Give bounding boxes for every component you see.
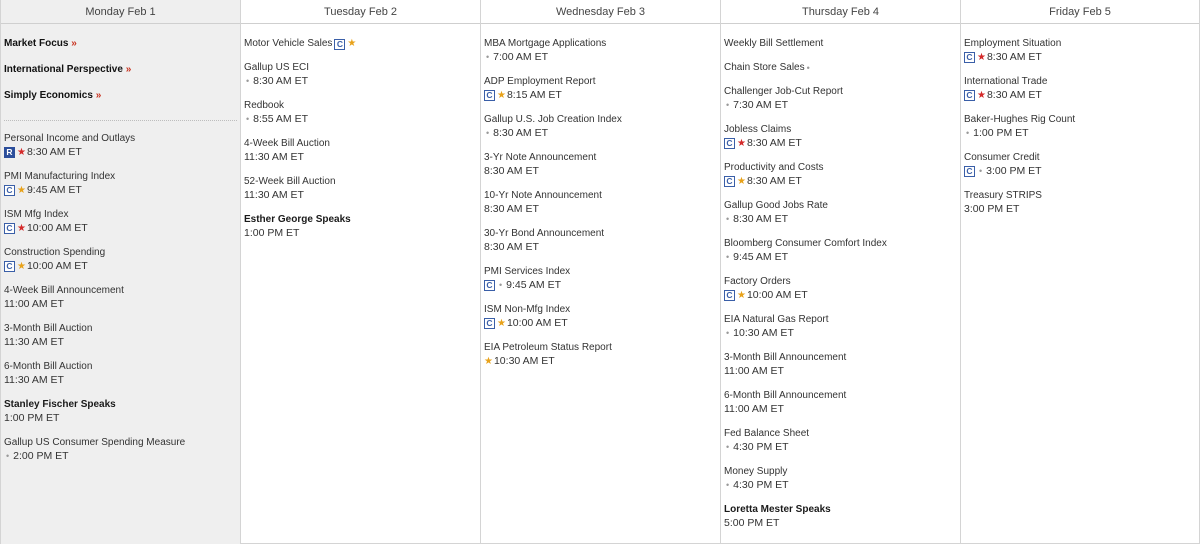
- event-name-text: 52-Week Bill Auction: [244, 176, 336, 187]
- event-time-row: [964, 203, 1196, 216]
- gold-star-icon: ★: [484, 355, 493, 367]
- calendar-event[interactable]: [484, 38, 717, 64]
- calendar-event[interactable]: [484, 228, 717, 254]
- event-time: 8:30 AM ET: [484, 165, 539, 177]
- event-name-text: 6-Month Bill Auction: [4, 361, 93, 372]
- commentary-links: [4, 38, 237, 121]
- event-time: 1:00 PM ET: [4, 412, 60, 424]
- event-name-text: Stanley Fischer Speaks: [4, 399, 116, 410]
- event-name[interactable]: [724, 124, 957, 136]
- calendar-event[interactable]: [4, 361, 237, 387]
- event-time: 11:00 AM ET: [724, 403, 784, 415]
- event-name-text: 4-Week Bill Announcement: [4, 285, 124, 296]
- calendar-event[interactable]: [4, 323, 237, 349]
- event-time: 10:00 AM ET: [26, 260, 88, 272]
- event-name[interactable]: [244, 176, 477, 188]
- consensus-badge-icon[interactable]: C: [724, 290, 735, 301]
- event-name[interactable]: [484, 190, 717, 202]
- event-time-row: [964, 127, 1196, 140]
- commentary-link[interactable]: [4, 90, 237, 102]
- event-time: 8:30 AM ET: [253, 75, 309, 87]
- red-star-icon: ★: [737, 137, 746, 149]
- event-name[interactable]: [484, 342, 717, 354]
- day-body: [1, 24, 240, 463]
- consensus-badge-icon[interactable]: C: [964, 166, 975, 177]
- event-name-text: Factory Orders: [724, 276, 791, 287]
- event-name-text: Esther George Speaks: [244, 214, 351, 225]
- event-name[interactable]: [964, 190, 1196, 202]
- consensus-badge-icon[interactable]: C: [964, 90, 975, 101]
- event-name-text: 6-Month Bill Announcement: [724, 390, 847, 401]
- bullet-dot-icon: •: [726, 100, 730, 110]
- event-name-text: Treasury STRIPS: [964, 190, 1042, 201]
- day-header: Friday Feb 5: [961, 0, 1199, 24]
- event-name[interactable]: [724, 86, 957, 98]
- event-name-text: Fed Balance Sheet: [724, 428, 810, 439]
- event-time-row: [724, 403, 957, 416]
- calendar-event[interactable]: [4, 171, 237, 197]
- event-name[interactable]: [724, 162, 957, 174]
- calendar-event[interactable]: [724, 390, 957, 416]
- event-name[interactable]: [964, 152, 1196, 164]
- bullet-dot-icon: •: [246, 76, 250, 86]
- calendar-event[interactable]: [964, 38, 1196, 64]
- event-time-row: [4, 450, 237, 463]
- event-time-row: [484, 355, 717, 368]
- event-time-row: [4, 222, 237, 235]
- event-time-row: [484, 127, 717, 140]
- day-column-thursday: [721, 0, 961, 544]
- event-name-text: Productivity and Costs: [724, 162, 824, 173]
- event-time: 8:30 AM ET: [26, 146, 82, 158]
- event-time: 9:45 AM ET: [733, 251, 789, 263]
- event-name-text: Gallup US Consumer Spending Measure: [4, 437, 186, 448]
- bullet-dot-icon: •: [486, 128, 490, 138]
- event-name[interactable]: [244, 100, 477, 112]
- event-name-text: Consumer Credit: [964, 152, 1040, 163]
- event-time: 7:30 AM ET: [733, 99, 789, 111]
- event-time-row: [4, 412, 237, 425]
- calendar-event[interactable]: [724, 314, 957, 340]
- calendar-event[interactable]: [724, 200, 957, 226]
- event-name[interactable]: [4, 361, 237, 373]
- calendar-event[interactable]: [724, 238, 957, 264]
- day-body: [241, 24, 480, 240]
- event-time-row: [244, 113, 477, 126]
- event-name-text: Gallup U.S. Job Creation Index: [484, 114, 622, 125]
- event-name[interactable]: [724, 466, 957, 478]
- revised-badge-icon[interactable]: R: [4, 147, 15, 158]
- event-name-text: Bloomberg Consumer Comfort Index: [724, 238, 887, 249]
- event-name-text: MBA Mortgage Applications: [484, 38, 607, 49]
- event-time-row: [244, 75, 477, 88]
- event-name[interactable]: [724, 314, 957, 326]
- link-label: Simply Economics: [4, 90, 93, 101]
- event-name[interactable]: [964, 38, 1196, 50]
- event-time: 4:30 PM ET: [733, 479, 789, 491]
- event-time: 8:30 AM ET: [484, 241, 539, 253]
- event-name-text: 3-Yr Note Announcement: [484, 152, 597, 163]
- event-time: 3:00 PM ET: [964, 203, 1020, 215]
- event-time: 5:00 PM ET: [724, 517, 780, 529]
- bullet-dot-icon: •: [726, 252, 730, 262]
- day-header: Thursday Feb 4: [721, 0, 960, 24]
- event-name[interactable]: [4, 247, 237, 259]
- event-time-row: [484, 203, 717, 216]
- calendar-event[interactable]: [964, 190, 1196, 216]
- event-name[interactable]: [484, 228, 717, 240]
- event-time: 11:30 AM ET: [244, 151, 304, 163]
- day-header: Monday Feb 1: [1, 0, 240, 24]
- event-time: 11:00 AM ET: [724, 365, 784, 377]
- bullet-dot-icon: •: [726, 214, 730, 224]
- event-name-text: International Trade: [964, 76, 1048, 87]
- calendar-event[interactable]: [724, 352, 957, 378]
- event-time: 8:30 AM ET: [733, 213, 789, 225]
- calendar-event[interactable]: [724, 162, 957, 188]
- day-column-tuesday: [241, 0, 481, 544]
- bullet-dot-icon: •: [246, 114, 250, 124]
- bullet-dot-icon: •: [6, 451, 10, 461]
- calendar-event[interactable]: [4, 247, 237, 273]
- event-time: 11:30 AM ET: [4, 374, 64, 386]
- event-name[interactable]: [244, 214, 477, 226]
- calendar-event[interactable]: [724, 86, 957, 112]
- chevron-right-icon: »: [71, 38, 77, 49]
- event-time-row: [724, 479, 957, 492]
- event-time: 11:00 AM ET: [4, 298, 64, 310]
- event-time: 3:00 PM ET: [986, 165, 1042, 177]
- bullet-dot-icon: •: [726, 480, 730, 490]
- day-column-friday: [961, 0, 1200, 544]
- event-time: 11:30 AM ET: [244, 189, 304, 201]
- event-name-text: 10-Yr Note Announcement: [484, 190, 602, 201]
- day-column-monday: [1, 0, 241, 544]
- consensus-badge-icon[interactable]: C: [4, 261, 15, 272]
- calendar-event[interactable]: [484, 152, 717, 178]
- event-time: 4:30 PM ET: [733, 441, 789, 453]
- consensus-badge-icon[interactable]: C: [724, 138, 735, 149]
- event-name[interactable]: [724, 276, 957, 288]
- event-name[interactable]: [724, 62, 957, 74]
- calendar-event[interactable]: [484, 114, 717, 140]
- event-name-text: Jobless Claims: [724, 124, 792, 135]
- red-star-icon: ★: [17, 146, 26, 158]
- event-name[interactable]: [484, 114, 717, 126]
- event-time-row: [724, 137, 957, 150]
- calendar-event[interactable]: [964, 114, 1196, 140]
- event-name-text: 3-Month Bill Announcement: [724, 352, 847, 363]
- calendar-event[interactable]: [724, 38, 957, 50]
- consensus-badge-icon[interactable]: C: [724, 176, 735, 187]
- calendar-event[interactable]: [4, 399, 237, 425]
- event-name[interactable]: [724, 38, 957, 50]
- event-name[interactable]: [964, 114, 1196, 126]
- event-time: 10:00 AM ET: [506, 317, 568, 329]
- event-name-text: Gallup Good Jobs Rate: [724, 200, 828, 211]
- bullet-dot-icon: •: [499, 280, 503, 290]
- event-time-row: [724, 175, 957, 188]
- gold-star-icon: ★: [17, 184, 26, 196]
- event-time: 1:00 PM ET: [244, 227, 300, 239]
- event-time-row: [964, 165, 1196, 178]
- calendar-event[interactable]: [244, 100, 477, 126]
- event-name-text: EIA Natural Gas Report: [724, 314, 829, 325]
- event-name-text: 30-Yr Bond Announcement: [484, 228, 605, 239]
- event-name[interactable]: [724, 390, 957, 402]
- event-name[interactable]: [724, 352, 957, 364]
- event-name[interactable]: [4, 133, 237, 145]
- event-name[interactable]: [724, 504, 957, 516]
- event-name[interactable]: [4, 437, 237, 449]
- consensus-badge-icon[interactable]: C: [4, 185, 15, 196]
- event-name-text: Money Supply: [724, 466, 788, 477]
- calendar-event[interactable]: [724, 428, 957, 454]
- event-name-text: Chain Store Sales: [724, 62, 805, 73]
- consensus-badge-icon[interactable]: C: [964, 52, 975, 63]
- event-time: 7:00 AM ET: [493, 51, 549, 63]
- event-name-text: Construction Spending: [4, 247, 106, 258]
- event-time-row: [244, 189, 477, 202]
- event-name[interactable]: [244, 138, 477, 150]
- calendar-event[interactable]: [484, 190, 717, 216]
- calendar-event[interactable]: [724, 504, 957, 530]
- commentary-link[interactable]: [4, 38, 237, 50]
- event-time-row: [4, 146, 237, 159]
- event-time-row: [4, 298, 237, 311]
- event-time-row: [484, 241, 717, 254]
- event-name[interactable]: [4, 323, 237, 335]
- event-time: 9:45 AM ET: [26, 184, 82, 196]
- event-time: 10:00 AM ET: [746, 289, 808, 301]
- calendar-event[interactable]: [4, 133, 237, 159]
- red-star-icon: ★: [977, 51, 986, 63]
- day-header: Tuesday Feb 2: [241, 0, 480, 24]
- event-time-row: [724, 365, 957, 378]
- event-time-row: [4, 184, 237, 197]
- link-label: International Perspective: [4, 64, 123, 75]
- event-time: 8:30 AM ET: [493, 127, 549, 139]
- event-name-text: 4-Week Bill Auction: [244, 138, 330, 149]
- event-time-row: [964, 89, 1196, 102]
- event-name[interactable]: [484, 38, 717, 50]
- event-name[interactable]: [4, 171, 237, 183]
- gold-star-icon: ★: [347, 38, 357, 49]
- event-name-text: ISM Non-Mfg Index: [484, 304, 571, 315]
- day-body: [961, 24, 1199, 216]
- event-name-text: 3-Month Bill Auction: [4, 323, 93, 334]
- event-name[interactable]: [244, 38, 477, 50]
- day-column-wednesday: [481, 0, 721, 544]
- bullet-dot-icon: •: [966, 128, 970, 138]
- event-name[interactable]: [724, 428, 957, 440]
- event-name[interactable]: [484, 152, 717, 164]
- event-time-row: [484, 89, 717, 102]
- consensus-badge-icon[interactable]: C: [334, 39, 345, 50]
- calendar-event[interactable]: [964, 152, 1196, 178]
- event-name-text: Baker-Hughes Rig Count: [964, 114, 1076, 125]
- event-time-row: [244, 151, 477, 164]
- gold-star-icon: ★: [737, 289, 746, 301]
- gold-star-icon: ★: [497, 89, 506, 101]
- event-time: 8:30 AM ET: [986, 51, 1042, 63]
- event-name[interactable]: [244, 62, 477, 74]
- event-name-text: Personal Income and Outlays: [4, 133, 136, 144]
- calendar-event[interactable]: [484, 304, 717, 330]
- event-time-row: [484, 165, 717, 178]
- chevron-right-icon: »: [95, 90, 102, 101]
- event-time: 1:00 PM ET: [973, 127, 1029, 139]
- event-time: 10:30 AM ET: [493, 355, 555, 367]
- red-star-icon: ★: [17, 222, 26, 234]
- consensus-badge-icon[interactable]: C: [484, 318, 495, 329]
- event-time-row: [964, 51, 1196, 64]
- event-name[interactable]: [484, 266, 717, 278]
- event-name[interactable]: [4, 285, 237, 297]
- event-name-text: PMI Manufacturing Index: [4, 171, 116, 182]
- event-name-text: Gallup US ECI: [244, 62, 310, 73]
- event-time-row: [4, 374, 237, 387]
- event-time: 11:30 AM ET: [4, 336, 64, 348]
- calendar-event[interactable]: [724, 62, 957, 74]
- event-time: 8:30 AM ET: [484, 203, 539, 215]
- event-time-row: [4, 260, 237, 273]
- bullet-dot-icon: •: [726, 328, 730, 338]
- event-time-row: [4, 336, 237, 349]
- event-name-text: ISM Mfg Index: [4, 209, 69, 220]
- event-name-text: Loretta Mester Speaks: [724, 504, 831, 515]
- event-name-text: Motor Vehicle Sales: [244, 38, 333, 49]
- event-time-row: [724, 327, 957, 340]
- event-time: 8:15 AM ET: [506, 89, 562, 101]
- event-time-row: [724, 99, 957, 112]
- event-name-text: Challenger Job-Cut Report: [724, 86, 843, 97]
- event-time: 10:00 AM ET: [26, 222, 88, 234]
- day-body: [721, 24, 960, 530]
- event-name-text: ADP Employment Report: [484, 76, 596, 87]
- gold-star-icon: ★: [497, 317, 506, 329]
- link-label: Market Focus: [4, 38, 69, 49]
- event-name[interactable]: [4, 399, 237, 411]
- event-time-row: [244, 227, 477, 240]
- bullet-dot-icon: •: [979, 166, 983, 176]
- calendar-event[interactable]: [244, 176, 477, 202]
- consensus-badge-icon[interactable]: C: [4, 223, 15, 234]
- calendar-event[interactable]: [484, 76, 717, 102]
- event-time: 8:55 AM ET: [253, 113, 309, 125]
- gold-star-icon: ★: [737, 175, 746, 187]
- event-name-text: Employment Situation: [964, 38, 1062, 49]
- consensus-badge-icon[interactable]: C: [484, 280, 495, 291]
- event-time: 8:30 AM ET: [986, 89, 1042, 101]
- calendar-event[interactable]: [244, 214, 477, 240]
- event-time: 10:30 AM ET: [733, 327, 794, 339]
- event-name-text: Redbook: [244, 100, 285, 111]
- calendar-event[interactable]: [244, 62, 477, 88]
- calendar-event[interactable]: [724, 124, 957, 150]
- calendar-event[interactable]: [244, 38, 477, 50]
- event-name-text: EIA Petroleum Status Report: [484, 342, 612, 353]
- event-time: 8:30 AM ET: [746, 175, 802, 187]
- event-time: 8:30 AM ET: [746, 137, 802, 149]
- day-header: Wednesday Feb 3: [481, 0, 720, 24]
- event-name-text: Weekly Bill Settlement: [724, 38, 824, 49]
- event-time-row: [724, 441, 957, 454]
- event-name[interactable]: [4, 209, 237, 221]
- event-name[interactable]: [964, 76, 1196, 88]
- event-name[interactable]: [484, 304, 717, 316]
- day-body: [481, 24, 720, 368]
- event-time-row: [484, 51, 717, 64]
- calendar-event[interactable]: [244, 138, 477, 164]
- calendar-event[interactable]: [964, 76, 1196, 102]
- event-time-row: [724, 289, 957, 302]
- gold-star-icon: ★: [17, 260, 26, 272]
- bullet-dot-icon: •: [806, 63, 810, 73]
- event-name-text: PMI Services Index: [484, 266, 571, 277]
- red-star-icon: ★: [977, 89, 986, 101]
- event-time: 9:45 AM ET: [506, 279, 562, 291]
- event-name[interactable]: [484, 76, 717, 88]
- bullet-dot-icon: •: [486, 52, 490, 62]
- event-time-row: [484, 279, 717, 292]
- chevron-right-icon: »: [125, 64, 132, 75]
- calendar-event[interactable]: [484, 266, 717, 292]
- event-time-row: [724, 213, 957, 226]
- calendar-event[interactable]: [484, 342, 717, 368]
- consensus-badge-icon[interactable]: C: [484, 90, 495, 101]
- calendar-event[interactable]: [4, 437, 237, 463]
- event-time: 2:00 PM ET: [13, 450, 69, 462]
- calendar-event[interactable]: [4, 285, 237, 311]
- commentary-link[interactable]: [4, 64, 237, 76]
- calendar-event[interactable]: [724, 466, 957, 492]
- bullet-dot-icon: •: [726, 442, 730, 452]
- event-time-row: [724, 517, 957, 530]
- calendar-event[interactable]: [724, 276, 957, 302]
- calendar-event[interactable]: [4, 209, 237, 235]
- event-name[interactable]: [724, 238, 957, 250]
- event-name[interactable]: [724, 200, 957, 212]
- event-time-row: [484, 317, 717, 330]
- event-time-row: [724, 251, 957, 264]
